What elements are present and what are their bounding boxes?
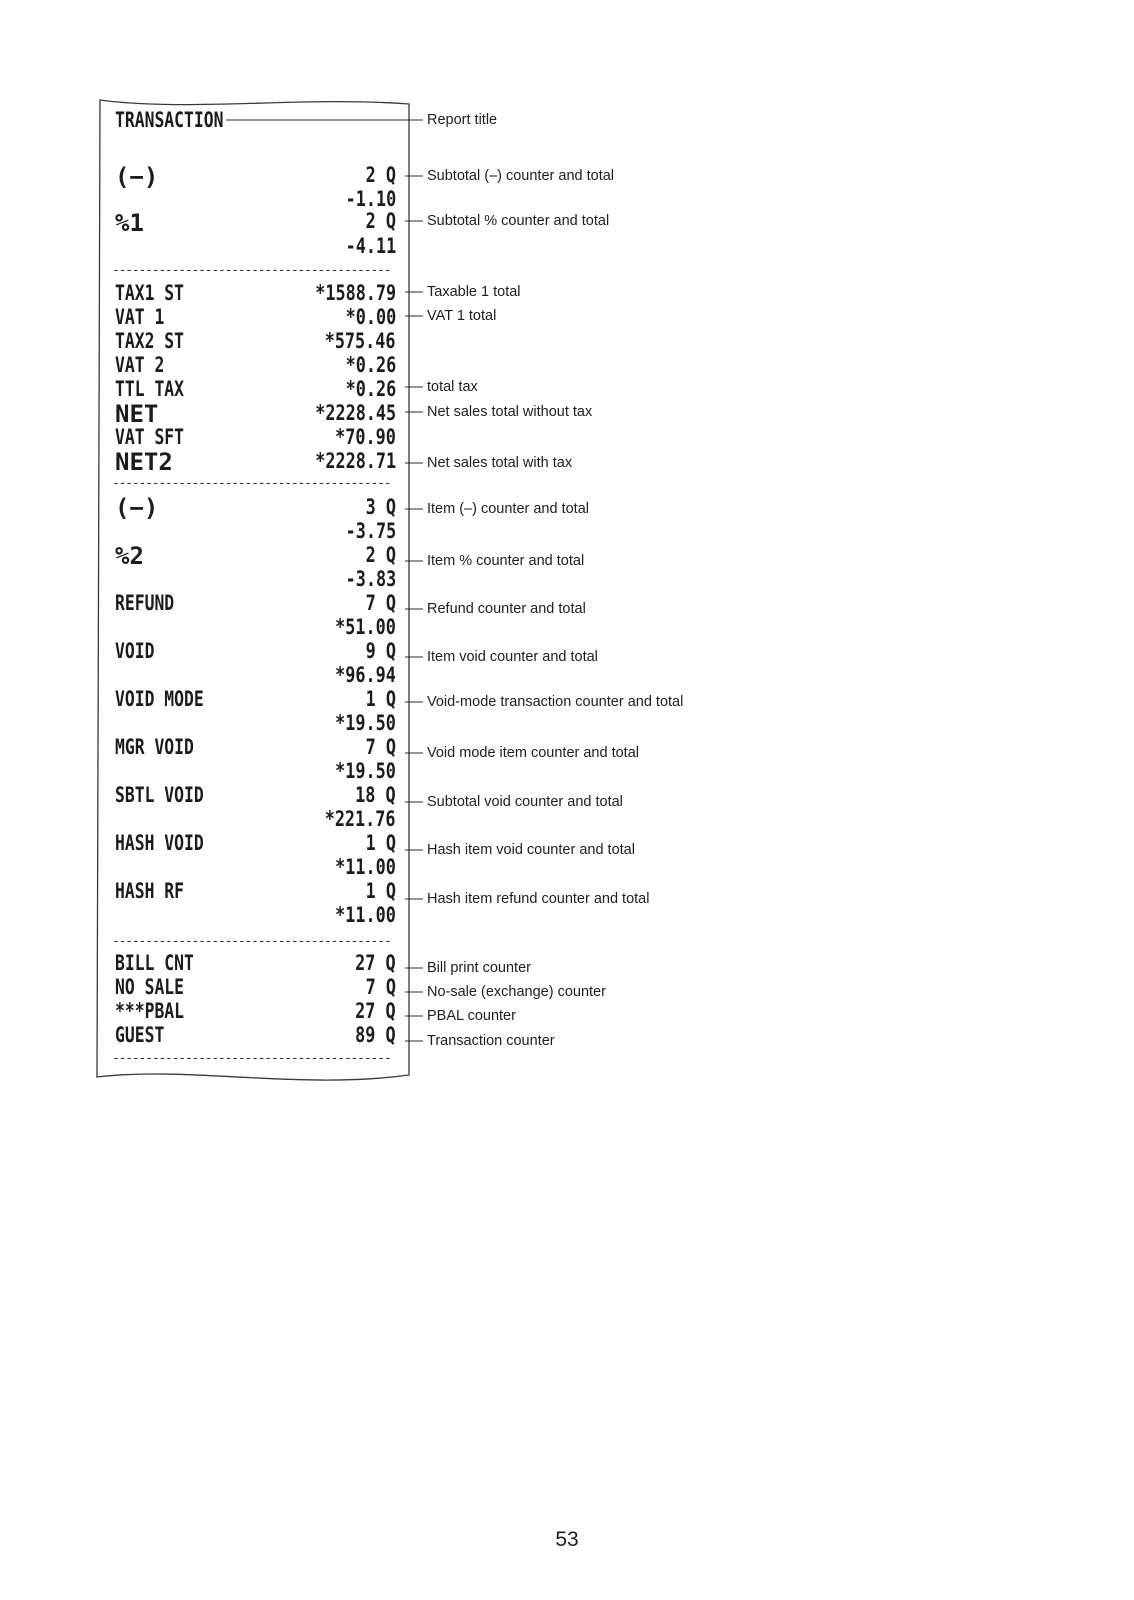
receipt-value: *0.00 xyxy=(345,305,396,329)
receipt-value: 7 Q xyxy=(365,735,396,759)
receipt-title: TRANSACTION xyxy=(115,108,224,132)
receipt-value: *11.00 xyxy=(335,903,396,927)
receipt-separator: ------------------------------------------ xyxy=(112,477,391,490)
receipt-value: 3 Q xyxy=(365,495,396,519)
receipt-value: 1 Q xyxy=(365,831,396,855)
receipt-value: 7 Q xyxy=(365,975,396,999)
annotation-label: PBAL counter xyxy=(427,1008,516,1024)
annotation-label: Subtotal (–) counter and total xyxy=(427,168,615,184)
annotation-label: Refund counter and total xyxy=(427,601,586,617)
receipt-label: HASH RF xyxy=(115,879,185,903)
receipt-value: *575.46 xyxy=(325,329,396,353)
annotation-label: Item % counter and total xyxy=(427,553,585,569)
receipt-value: 1 Q xyxy=(365,879,396,903)
receipt-label: %2 xyxy=(115,542,144,570)
receipt-value: *96.94 xyxy=(335,663,396,687)
receipt-separator: ------------------------------------------ xyxy=(112,1052,391,1065)
annotation-label: Net sales total with tax xyxy=(427,455,573,471)
receipt-value: -1.10 xyxy=(345,187,396,211)
receipt-value: *11.00 xyxy=(335,855,396,879)
receipt-value: 9 Q xyxy=(365,639,396,663)
receipt-value: -3.83 xyxy=(345,567,396,591)
receipt-label: VAT SFT xyxy=(115,425,185,449)
annotation-label: Bill print counter xyxy=(427,960,531,976)
receipt-label: (−) xyxy=(115,163,159,191)
receipt-label: BILL CNT xyxy=(115,951,194,975)
receipt-label: VAT 2 xyxy=(115,353,165,377)
receipt-label: NET2 xyxy=(115,448,173,476)
receipt-value: 2 Q xyxy=(365,543,396,567)
receipt-label: REFUND xyxy=(115,591,175,615)
receipt-value: 2 Q xyxy=(365,209,396,233)
annotation-label: Item void counter and total xyxy=(427,649,598,665)
receipt-label: VOID MODE xyxy=(115,687,204,711)
annotation-label: VAT 1 total xyxy=(427,308,497,324)
annotation-label: No-sale (exchange) counter xyxy=(427,984,606,1000)
page-number: 53 xyxy=(555,1528,579,1551)
receipt-label: NO SALE xyxy=(115,975,185,999)
receipt-separator: ------------------------------------------ xyxy=(112,935,391,948)
receipt-label: HASH VOID xyxy=(115,831,204,855)
annotation-label: Subtotal void counter and total xyxy=(427,794,623,810)
receipt-value: *0.26 xyxy=(345,353,396,377)
receipt-value: -3.75 xyxy=(345,519,396,543)
receipt-value: *2228.71 xyxy=(315,449,396,473)
receipt-value: 1 Q xyxy=(365,687,396,711)
receipt-value: *70.90 xyxy=(335,425,396,449)
annotation-label: Subtotal % counter and total xyxy=(427,213,610,229)
annotation-label: Item (–) counter and total xyxy=(427,501,589,517)
receipt-label: VOID xyxy=(115,639,155,663)
receipt-value: 27 Q xyxy=(355,999,396,1023)
receipt-label: ***PBAL xyxy=(115,999,185,1023)
receipt-label: VAT 1 xyxy=(115,305,165,329)
annotation-label: Taxable 1 total xyxy=(427,284,521,300)
receipt-label: TAX1 ST xyxy=(115,281,185,305)
annotation-label: Void-mode transaction counter and total xyxy=(427,694,684,710)
annotation-label: Transaction counter xyxy=(427,1033,555,1049)
annotation-label: Void mode item counter and total xyxy=(427,745,639,761)
receipt-value: 2 Q xyxy=(365,163,396,187)
receipt-value: *51.00 xyxy=(335,615,396,639)
receipt-label: NET xyxy=(115,400,159,428)
receipt-label: TTL TAX xyxy=(115,377,185,401)
receipt-label: GUEST xyxy=(115,1023,165,1047)
receipt-value: 18 Q xyxy=(355,783,396,807)
annotation-label: Report title xyxy=(427,112,498,128)
receipt-value: 7 Q xyxy=(365,591,396,615)
annotation-label: Hash item refund counter and total xyxy=(427,891,650,907)
receipt-label: MGR VOID xyxy=(115,735,194,759)
receipt-value: -4.11 xyxy=(345,234,396,258)
receipt-value: *19.50 xyxy=(335,711,396,735)
annotation-label: total tax xyxy=(427,379,478,395)
receipt-value: *0.26 xyxy=(345,377,396,401)
annotation-label: Hash item void counter and total xyxy=(427,842,635,858)
receipt-label: (−) xyxy=(115,494,159,522)
receipt-value: *2228.45 xyxy=(315,401,396,425)
receipt-label: %1 xyxy=(115,209,144,237)
receipt-label: SBTL VOID xyxy=(115,783,204,807)
receipt-value: *1588.79 xyxy=(315,281,396,305)
receipt-value: 89 Q xyxy=(355,1023,396,1047)
receipt-label: TAX2 ST xyxy=(115,329,185,353)
receipt-value: *19.50 xyxy=(335,759,396,783)
receipt-value: 27 Q xyxy=(355,951,396,975)
annotation-label: Net sales total without tax xyxy=(427,404,593,420)
receipt-separator: ------------------------------------------ xyxy=(112,264,391,277)
receipt-value: *221.76 xyxy=(325,807,396,831)
